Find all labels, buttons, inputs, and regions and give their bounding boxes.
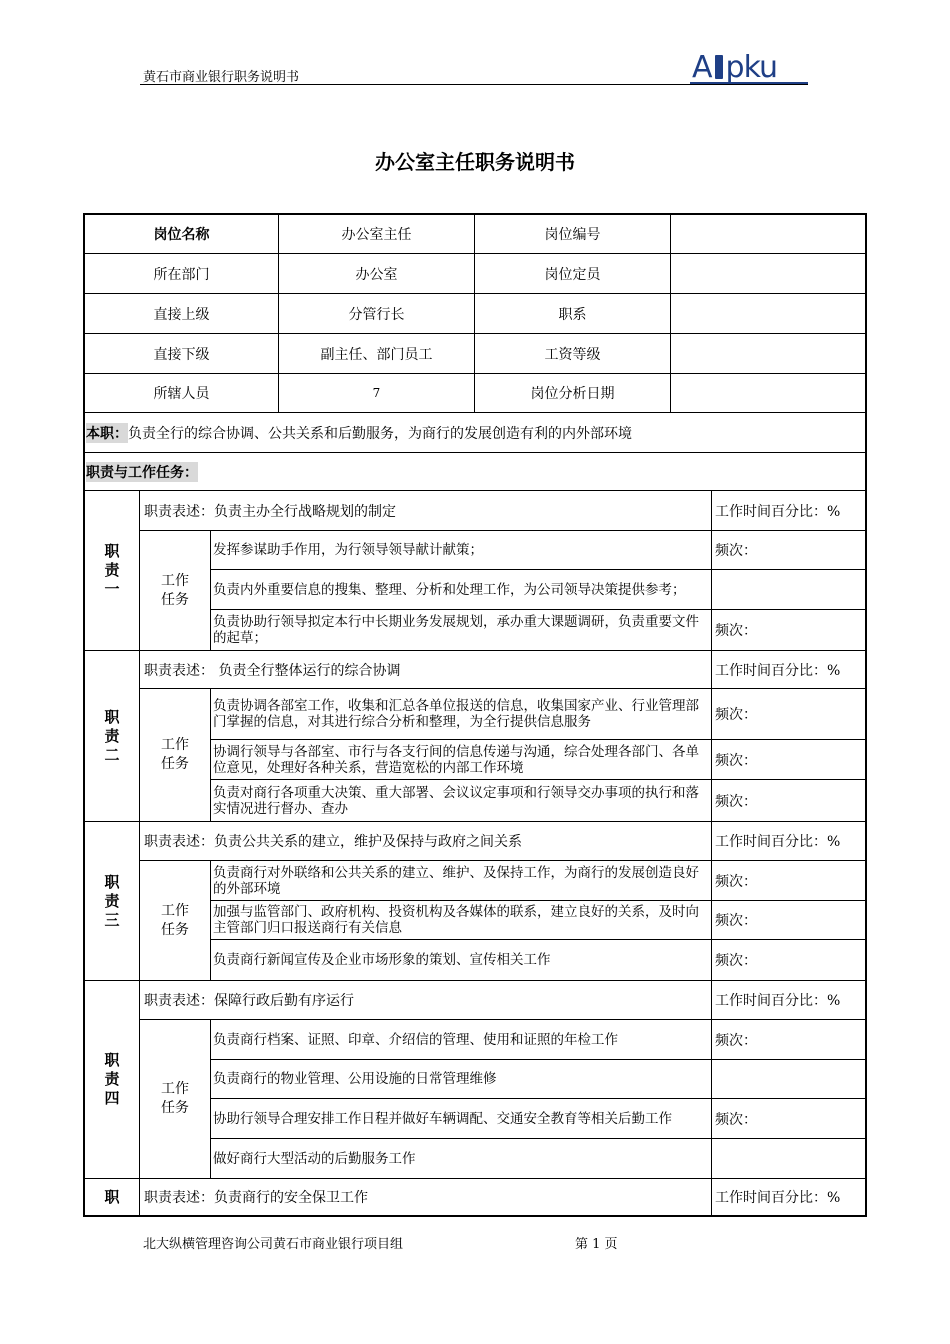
info-row — [85, 215, 865, 254]
task-text: 加强与监管部门、政府机构、投资机构及各媒体的联系，建立良好的关系，及时向主管部门归口报送商行有关信息 — [211, 901, 712, 939]
task-frequency — [712, 570, 865, 609]
info-value: 副主任、部门员工 — [279, 334, 475, 373]
page-title: 办公室主任职务说明书 — [375, 150, 575, 174]
task-text: 负责协助行领导拟定本行中长期业务发展规划，承办重大课题调研，负责重要文件的起草； — [211, 610, 712, 650]
duty-label: 职 — [85, 1179, 140, 1215]
task-frequency — [712, 1139, 865, 1178]
header-title: 黄石市商业银行职务说明书 — [143, 70, 300, 85]
task-label: 工作 任务 — [140, 861, 211, 980]
job-description-table — [83, 213, 867, 1217]
task-frequency — [712, 1060, 865, 1098]
duty-block — [85, 981, 865, 1179]
duty-description: 职责表述：保障行政后勤有序运行 — [140, 981, 712, 1019]
duty-block — [85, 491, 865, 651]
task-text: 负责商行新闻宣传及企业市场形象的策划、宣传相关工作 — [211, 940, 712, 980]
task-frequency: 频次： — [715, 543, 757, 559]
footer-company: 北大纵横管理咨询公司黄石市商业银行项目组 — [143, 1237, 404, 1252]
task-frequency: 频次： — [715, 1032, 757, 1049]
info-row — [85, 294, 865, 334]
task-text: 负责内外重要信息的搜集、整理、分析和处理工作，为公司领导决策提供参考； — [211, 570, 712, 609]
info-row — [85, 254, 865, 294]
task-text: 做好商行大型活动的后勤服务工作 — [211, 1139, 712, 1178]
info-value — [671, 374, 865, 412]
task-label: 工作 任务 — [140, 689, 211, 821]
task-label: 工作 任务 — [140, 531, 211, 650]
duty-description: 职责表述：负责商行的安全保卫工作 — [140, 1179, 712, 1215]
duty-description: 职责表述：负责公共关系的建立，维护及保持与政府之间关系 — [140, 822, 712, 860]
benzhi-text: 负责全行的综合协调、公共关系和后勤服务，为商行的发展创造有利的内外部环境 — [128, 425, 632, 442]
task-text: 发挥参谋助手作用，为行领导领导献计献策； — [211, 531, 712, 569]
task-frequency: 频次： — [715, 707, 757, 723]
info-value: 7 — [279, 374, 475, 412]
task-frequency: 频次： — [715, 913, 757, 929]
task-label: 工作 任务 — [140, 1020, 211, 1178]
info-row — [85, 334, 865, 374]
time-percentage: 工作时间百分比：% — [715, 993, 841, 1009]
company-logo: A pku — [692, 50, 778, 85]
info-label: 所辖人员 — [85, 374, 279, 412]
duty-description: 职责表述： 负责全行整体运行的综合协调 — [140, 651, 712, 688]
duty-block — [85, 822, 865, 981]
info-value — [671, 254, 865, 293]
duty-description: 职责表述：负责主办全行战略规划的制定 — [140, 491, 712, 530]
benzhi-row — [85, 413, 865, 453]
task-text: 负责商行档案、证照、印章、介绍信的管理、使用和证照的年检工作 — [211, 1020, 712, 1059]
task-text: 负责协调各部室工作，收集和汇总各单位报送的信息，收集国家产业、行业管理部门掌握的信息，对其进行综合分析和整理，为全行提供信息服务 — [211, 689, 712, 739]
task-text: 协调行领导与各部室、市行与各支行间的信息传递与沟通，综合处理各部门、各单位意见，处理好各种关系，营造宽松的内部工作环境 — [211, 740, 712, 779]
info-value — [671, 294, 865, 333]
info-label: 岗位分析日期 — [475, 374, 671, 412]
info-label: 工资等级 — [475, 334, 671, 373]
task-text: 负责商行对外联络和公共关系的建立、维护、及保持工作，为商行的发展创造良好的外部环境 — [211, 861, 712, 900]
task-frequency: 频次： — [715, 1111, 757, 1128]
benzhi-label: 本职： — [86, 423, 128, 443]
task-frequency: 频次： — [715, 953, 757, 969]
task-frequency: 频次： — [715, 623, 757, 639]
time-percentage: 工作时间百分比：% — [715, 503, 841, 520]
duty-label: 职 责 四 — [85, 981, 140, 1178]
info-label: 岗位编号 — [475, 215, 671, 253]
task-text: 负责对商行各项重大决策、重大部署、会议议定事项和行领导交办事项的执行和落实情况进行督办、查办 — [211, 780, 712, 821]
task-frequency: 频次： — [715, 873, 757, 890]
info-value: 分管行长 — [279, 294, 475, 333]
footer-page-number: 第 1 页 — [575, 1237, 618, 1252]
task-text: 负责商行的物业管理、公用设施的日常管理维修 — [211, 1060, 712, 1098]
duty-label: 职 责 三 — [85, 822, 140, 980]
time-percentage: 工作时间百分比：% — [715, 662, 841, 679]
info-value: 办公室 — [279, 254, 475, 293]
header-rule — [140, 84, 808, 85]
info-value — [671, 215, 865, 253]
info-label: 岗位定员 — [475, 254, 671, 293]
time-percentage: 工作时间百分比：% — [715, 834, 841, 850]
task-frequency: 频次： — [715, 752, 757, 769]
info-label: 岗位名称 — [85, 215, 279, 253]
info-label: 直接下级 — [85, 334, 279, 373]
info-label: 所在部门 — [85, 254, 279, 293]
info-value — [671, 334, 865, 373]
duty-label: 职 责 一 — [85, 491, 140, 650]
task-text: 协助行领导合理安排工作日程并做好车辆调配、交通安全教育等相关后勤工作 — [211, 1099, 712, 1138]
info-row — [85, 374, 865, 413]
info-label: 直接上级 — [85, 294, 279, 333]
duties-heading-row — [85, 453, 865, 491]
duty-block — [85, 1179, 865, 1215]
info-label: 职系 — [475, 294, 671, 333]
duty-block — [85, 651, 865, 822]
duty-label: 职 责 二 — [85, 651, 140, 821]
time-percentage: 工作时间百分比：% — [715, 1190, 841, 1206]
task-frequency: 频次： — [715, 793, 757, 810]
duties-heading: 职责与工作任务： — [86, 462, 198, 482]
info-value: 办公室主任 — [279, 215, 475, 253]
